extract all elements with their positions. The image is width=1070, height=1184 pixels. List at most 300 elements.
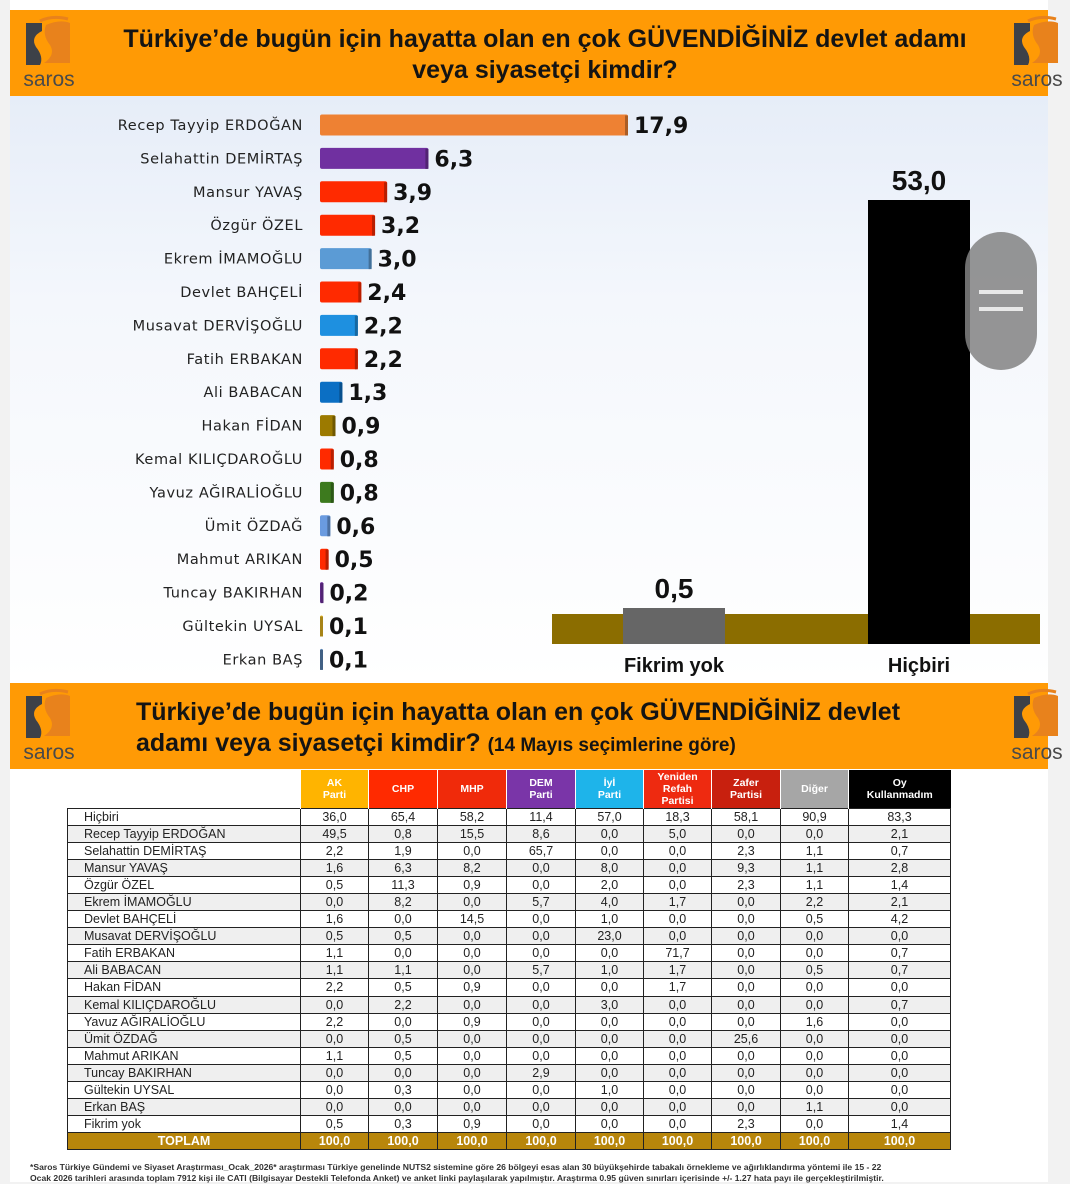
table-row (68, 979, 951, 996)
bar-side-shade (358, 283, 361, 303)
table-cell: 1,1 (781, 1099, 849, 1116)
table-cell: 0,0 (507, 996, 576, 1013)
bar (868, 200, 970, 644)
handle-grip-line (979, 307, 1023, 311)
table-row-label: Kemal KILIÇDAROĞLU (68, 996, 301, 1013)
table-cell: 0,0 (369, 1099, 438, 1116)
table-cell: 0,0 (712, 1082, 781, 1099)
table-cell: 0,0 (438, 962, 507, 979)
bar-category-label: Fikrim yok (623, 655, 725, 677)
bar-side-shade (425, 149, 428, 169)
bar-value-label: 0,1 (329, 615, 368, 640)
table-cell: 1,1 (781, 842, 849, 859)
table-column-header-line: AK (326, 776, 343, 789)
table-cell: 0,5 (369, 1030, 438, 1047)
table-cell: 0,7 (849, 842, 951, 859)
table-cell: 11,3 (369, 876, 438, 893)
table-column-header (301, 770, 369, 808)
table-column-header-line: Diğer (801, 782, 828, 795)
table-cell: 0,0 (712, 996, 781, 1013)
table-column-header-line: Refah (662, 782, 693, 795)
table-cell: 0,9 (438, 1116, 507, 1133)
table-cell: 0,0 (781, 1116, 849, 1133)
table-cell: 0,0 (712, 1013, 781, 1030)
chart-area (10, 96, 1048, 683)
bar-side-shade (372, 216, 375, 236)
table-cell: 0,0 (849, 1013, 951, 1030)
table-total-cell: 100,0 (644, 1133, 712, 1150)
table-column-header-line: MHP (460, 782, 484, 795)
table-row (68, 1013, 951, 1030)
table-cell: 2,9 (507, 1064, 576, 1081)
table-cell: 49,5 (301, 825, 369, 842)
table-cell: 0,0 (507, 911, 576, 928)
bar (320, 181, 387, 202)
table-cell: 0,0 (644, 876, 712, 893)
bar-side-shade (320, 583, 323, 603)
table-cell: 0,9 (438, 876, 507, 893)
table-cell: 2,2 (301, 979, 369, 996)
table-cell: 0,0 (781, 928, 849, 945)
table-cell: 36,0 (301, 808, 369, 825)
table-cell: 0,0 (644, 911, 712, 928)
chart-title-line-2: veya siyasetçi kimdir? (412, 56, 678, 84)
table-banner (10, 683, 1063, 769)
table-cell: 5,0 (644, 825, 712, 842)
table-row (68, 1064, 951, 1081)
table-cell: 0,0 (849, 928, 951, 945)
table-column-header (369, 770, 438, 808)
table-cell: 0,0 (438, 842, 507, 859)
table-cell: 0,0 (644, 928, 712, 945)
table-title-line-1: Türkiye’de bugün için hayatta olan en çok GÜVENDİĞİNİZ devlet (136, 698, 901, 726)
table-row (68, 876, 951, 893)
bar-category-label: Gültekin UYSAL (182, 619, 303, 635)
table-cell: 0,0 (438, 1099, 507, 1116)
table-cell: 8,0 (576, 859, 644, 876)
table-cell: 0,0 (301, 996, 369, 1013)
table-column-header (644, 770, 712, 808)
table-row-label: Fikrim yok (68, 1116, 301, 1133)
saros-logo-icon (1010, 690, 1060, 740)
table-cell: 1,7 (644, 893, 712, 910)
table-row (68, 928, 951, 945)
table-cell: 1,0 (576, 962, 644, 979)
table-row (68, 996, 951, 1013)
table-cell: 0,3 (369, 1082, 438, 1099)
bar-side-shade (339, 383, 342, 403)
table-cell: 2,2 (781, 893, 849, 910)
bar-value-label: 0,5 (334, 548, 374, 574)
bar (320, 115, 628, 136)
table-cell: 0,7 (849, 996, 951, 1013)
table-cell: 1,6 (781, 1013, 849, 1030)
table-cell: 0,0 (849, 1082, 951, 1099)
bar (320, 148, 428, 169)
table-cell: 1,1 (781, 876, 849, 893)
bar-category-label: Mansur YAVAŞ (193, 184, 303, 201)
table-cell: 0,0 (301, 1099, 369, 1116)
table-cell: 2,2 (301, 842, 369, 859)
table-cell: 0,0 (849, 1064, 951, 1081)
table-cell: 0,0 (781, 1047, 849, 1064)
saros-logo-text: saros (23, 741, 75, 764)
table-cell: 0,5 (301, 928, 369, 945)
table-column-header-line: Zafer (733, 776, 759, 789)
table-cell: 0,7 (849, 945, 951, 962)
bar (320, 248, 372, 269)
table-row (68, 1099, 951, 1116)
table-cell: 15,5 (438, 825, 507, 842)
table-cell: 0,0 (507, 1013, 576, 1030)
table-cell: 0,0 (849, 1030, 951, 1047)
bar-category-label: Musavat DERVİŞOĞLU (132, 318, 303, 335)
bar-category-label: Devlet BAHÇELİ (180, 285, 303, 301)
table-cell: 0,0 (438, 1082, 507, 1099)
table-total-cell: 100,0 (438, 1133, 507, 1150)
bar-value-label: 2,2 (363, 347, 403, 373)
bar-value-label: 0,2 (329, 581, 369, 607)
table-column-header-line: Oy (892, 776, 907, 789)
table-row-label: Fatih ERBAKAN (68, 945, 301, 962)
table-cell: 71,7 (644, 945, 712, 962)
table-cell: 58,2 (438, 808, 507, 825)
table-cell: 1,9 (369, 842, 438, 859)
table-column-header-line: İyİ (603, 776, 616, 789)
table-row-label: Mahmut ARIKAN (68, 1047, 301, 1064)
bar-side-shade (320, 617, 323, 637)
table-row-label: Musavat DERVİŞOĞLU (68, 928, 301, 945)
bar-category-label: Kemal KILIÇDAROĞLU (135, 452, 303, 468)
table-cell: 2,0 (576, 876, 644, 893)
table-column-header-line: CHP (391, 782, 415, 795)
table-cell: 57,0 (576, 808, 644, 825)
table-total-cell: 100,0 (712, 1133, 781, 1150)
table-cell: 1,6 (301, 859, 369, 876)
table-row-label: Ekrem İMAMOĞLU (68, 893, 301, 910)
table-cell: 1,1 (369, 962, 438, 979)
table-cell: 0,5 (369, 928, 438, 945)
saros-logo-icon (1010, 17, 1060, 67)
table-total-cell: 100,0 (507, 1133, 576, 1150)
table-cell: 0,0 (644, 996, 712, 1013)
table-cell: 0,0 (576, 825, 644, 842)
table-cell: 9,3 (712, 859, 781, 876)
bar-side-shade (320, 650, 323, 670)
table-column-header-line: Parti (322, 788, 347, 801)
bar-category-label: Recep Tayyip ERDOĞAN (117, 118, 303, 134)
saros-logo-right (1004, 13, 1070, 93)
table-cell: 0,0 (712, 911, 781, 928)
table-title-line-2 (136, 728, 1006, 761)
table-cell: 0,5 (301, 876, 369, 893)
bar-category-label: Mahmut ARIKAN (176, 552, 303, 569)
table-column-header-line: Partisi (661, 794, 694, 807)
bar-category-label: Erkan BAŞ (222, 652, 303, 669)
table-row (68, 842, 951, 859)
table-cell: 0,0 (576, 1047, 644, 1064)
top-banner (10, 10, 1063, 96)
table-cell: 0,0 (849, 1099, 951, 1116)
table-cell: 0,0 (576, 1030, 644, 1047)
table-row-label: Özgür ÖZEL (68, 876, 301, 893)
table-cell: 1,4 (849, 876, 951, 893)
bar-side-shade (331, 483, 334, 503)
table-cell: 2,2 (301, 1013, 369, 1030)
table-cell: 0,0 (438, 945, 507, 962)
table-cell: 0,0 (644, 1116, 712, 1133)
bar (320, 282, 361, 303)
table-cell: 0,0 (644, 1064, 712, 1081)
table-cell: 0,7 (849, 962, 951, 979)
footnote-line-2: Ocak 2026 tarihleri arasında toplam 7912 kişi ile CATI (Bilgisayar Destekli Telefonda Anket) ve anket linki paylaşılarak yapılmıştır. Araştırma 0.95 güven sınırları içerisinde +/- 1.27 hata payı ile gerçekleştirilmiştir. (30, 1173, 884, 1183)
handle-grip-line (979, 290, 1023, 294)
table-column-header-line: Parti (529, 788, 553, 801)
table-cell: 2,2 (369, 996, 438, 1013)
table-cell: 5,7 (507, 893, 576, 910)
bar-category-label: Özgür ÖZEL (210, 218, 303, 235)
table-column-header (781, 770, 849, 808)
table-title-main: adamı veya siyasetçi kimdir? (136, 729, 481, 757)
table-row (68, 1082, 951, 1099)
table-cell: 23,0 (576, 928, 644, 945)
table-cell: 0,0 (576, 1099, 644, 1116)
table-cell: 1,1 (301, 962, 369, 979)
table-cell: 1,0 (576, 911, 644, 928)
table-row (68, 825, 951, 842)
saros-logo-left (16, 686, 82, 766)
bar-value-label: 1,3 (348, 381, 388, 407)
table-row-label: Mansur YAVAŞ (68, 859, 301, 876)
bar-category-label: Ümit ÖZDAĞ (204, 518, 303, 535)
table-cell: 25,6 (712, 1030, 781, 1047)
table-cell: 0,5 (781, 911, 849, 928)
bar-category-label: Yavuz AĞIRALİOĞLU (149, 485, 303, 502)
bar-value-label: 0,8 (339, 481, 379, 507)
table-cell: 4,2 (849, 911, 951, 928)
table-column-header-line: DEM (529, 776, 553, 789)
table-title (136, 697, 1006, 761)
table-cell: 58,1 (712, 808, 781, 825)
table-cell: 2,8 (849, 859, 951, 876)
table-cell: 0,0 (712, 1047, 781, 1064)
bar-value-label: 0,8 (339, 448, 379, 473)
table-cell: 0,0 (301, 1064, 369, 1081)
table-cell: 0,0 (644, 1030, 712, 1047)
table-cell: 0,0 (576, 1064, 644, 1081)
bar (320, 215, 375, 236)
table-cell: 0,8 (369, 825, 438, 842)
table-cell: 1,0 (576, 1082, 644, 1099)
bar (320, 315, 358, 336)
table-cell: 0,0 (301, 1030, 369, 1047)
table-cell: 0,0 (438, 1064, 507, 1081)
table-cell: 0,0 (781, 825, 849, 842)
bar-side-shade (625, 116, 628, 136)
table-row (68, 911, 951, 928)
table-column-header-line: Kullanmadım (866, 788, 933, 801)
chart-title-line-1: Türkiye’de bugün için hayatta olan en çok GÜVENDİĞİNİZ devlet adamı (123, 25, 967, 53)
table-row-label: Hakan FİDAN (68, 979, 301, 996)
table-column-header (438, 770, 507, 808)
table-cell: 1,7 (644, 962, 712, 979)
table-cell: 0,0 (369, 911, 438, 928)
table-column-header-line: Yeniden (657, 770, 698, 783)
table-cell: 0,0 (644, 842, 712, 859)
table-row-label: Selahattin DEMİRTAŞ (68, 842, 301, 859)
table-title-suffix: (14 Mayıs seçimlerine göre) (487, 735, 736, 756)
table-row (68, 962, 951, 979)
table-cell: 2,1 (849, 825, 951, 842)
table-cell: 0,3 (369, 1116, 438, 1133)
bar-value-label: 0,1 (329, 648, 368, 674)
table-cell: 0,0 (369, 1064, 438, 1081)
bar-category-label: Hakan FİDAN (201, 418, 303, 435)
table-cell: 2,3 (712, 876, 781, 893)
bar (623, 608, 725, 644)
bar-value-label: 0,5 (654, 573, 694, 604)
table-row (68, 1116, 951, 1133)
footnote-line-1: *Saros Türkiye Gündemi ve Siyaset Araştırması_Ocak_2026* araştırması Türkiye genelinde NUTS2 sistemine göre 26 bölgeyi esas alan 30 büyükşehirde tabakalı örnekleme ve ağırlıklandırma yöntemi ile 15 - 22 (30, 1162, 882, 1172)
table-cell: 0,0 (507, 979, 576, 996)
table-cell: 5,7 (507, 962, 576, 979)
saros-logo-text: saros (1011, 68, 1063, 91)
table-cell: 11,4 (507, 808, 576, 825)
table-total-cell: 100,0 (369, 1133, 438, 1150)
table-cell: 8,2 (438, 859, 507, 876)
scroll-handle-icon[interactable] (965, 232, 1037, 370)
bar-side-shade (332, 416, 335, 436)
table-cell: 0,0 (849, 1047, 951, 1064)
table-column-header (576, 770, 644, 808)
saros-logo-text: saros (1011, 741, 1063, 764)
bar (320, 382, 342, 403)
table-cell: 0,0 (576, 1116, 644, 1133)
table-row-label: Ümit ÖZDAĞ (68, 1030, 301, 1047)
table-cell: 0,0 (369, 945, 438, 962)
table-cell: 18,3 (644, 808, 712, 825)
table-cell: 0,0 (712, 893, 781, 910)
table-column-header (849, 770, 951, 808)
table-row (68, 945, 951, 962)
table-row-label: Yavuz AĞIRALİOĞLU (68, 1013, 301, 1030)
crosstab-table (67, 770, 951, 1150)
table-cell: 65,7 (507, 842, 576, 859)
bar-category-label: Ali BABACAN (203, 385, 303, 402)
table-cell: 0,0 (507, 1082, 576, 1099)
table-cell: 0,0 (576, 979, 644, 996)
horizontal-bar-series (118, 114, 689, 673)
bar-value-label: 6,3 (434, 147, 474, 173)
table-cell: 1,4 (849, 1116, 951, 1133)
table-cell: 0,0 (781, 996, 849, 1013)
table-column-header-line: Parti (597, 788, 622, 801)
table-cell: 2,3 (712, 842, 781, 859)
table-cell: 0,5 (369, 1047, 438, 1064)
table-column-header-line: Partisi (729, 788, 763, 801)
table-cell: 0,0 (644, 859, 712, 876)
table-cell: 0,0 (712, 979, 781, 996)
table-cell: 8,2 (369, 893, 438, 910)
table-cell: 0,0 (781, 945, 849, 962)
saros-logo-left (16, 13, 82, 93)
bar-side-shade (369, 249, 372, 269)
bar (320, 348, 358, 369)
table-cell: 0,0 (712, 825, 781, 842)
table-cell: 0,0 (438, 928, 507, 945)
table-cell: 0,0 (507, 1099, 576, 1116)
table-cell: 3,0 (576, 996, 644, 1013)
bar-chart (10, 96, 1048, 683)
table-column-header (712, 770, 781, 808)
table-cell: 0,0 (507, 928, 576, 945)
table-cell: 0,0 (301, 1082, 369, 1099)
table-row-label: Tuncay BAKIRHAN (68, 1064, 301, 1081)
table-cell: 0,0 (781, 1082, 849, 1099)
saros-logo-text: saros (23, 68, 75, 91)
bar-category-label: Tuncay BAKIRHAN (163, 585, 303, 602)
bar-value-label: 2,2 (363, 314, 403, 340)
crosstab-area (10, 769, 1048, 1162)
table-total-cell: 100,0 (849, 1133, 951, 1150)
table-row-label: Devlet BAHÇELİ (68, 911, 301, 928)
table-cell: 83,3 (849, 808, 951, 825)
table-cell: 0,9 (438, 1013, 507, 1030)
table-cell: 0,0 (507, 859, 576, 876)
table-cell: 0,0 (712, 1064, 781, 1081)
bar-value-label: 0,6 (336, 514, 376, 540)
bar-category-label: Ekrem İMAMOĞLU (163, 251, 303, 268)
table-cell: 0,0 (781, 1030, 849, 1047)
table-row-label: Erkan BAŞ (68, 1099, 301, 1116)
table-row (68, 1047, 951, 1064)
saros-logo-right (1004, 686, 1070, 766)
table-cell: 0,5 (369, 979, 438, 996)
table-cell: 0,0 (438, 893, 507, 910)
bar-side-shade (326, 550, 329, 570)
table-total-row (68, 1133, 951, 1150)
bar-value-label: 17,9 (634, 114, 689, 139)
table-cell: 0,0 (438, 996, 507, 1013)
table-total-cell: 100,0 (576, 1133, 644, 1150)
table-cell: 1,7 (644, 979, 712, 996)
table-cell: 0,0 (644, 1099, 712, 1116)
bar-category-label: Fatih ERBAKAN (186, 351, 303, 368)
table-cell: 0,0 (712, 928, 781, 945)
bar-side-shade (327, 516, 330, 536)
footnote (30, 1162, 1030, 1184)
table-cell: 0,0 (576, 842, 644, 859)
bar-value-label: 3,9 (393, 180, 433, 206)
table-total-label: TOPLAM (68, 1133, 301, 1150)
table-cell: 0,0 (644, 1082, 712, 1099)
table-row (68, 1030, 951, 1047)
table-cell: 0,0 (438, 1030, 507, 1047)
bar-value-label: 53,0 (891, 165, 947, 196)
bar-value-label: 3,2 (381, 214, 421, 240)
bar-side-shade (384, 182, 387, 202)
bar-side-shade (331, 450, 334, 470)
table-cell: 90,9 (781, 808, 849, 825)
table-cell: 0,0 (507, 1116, 576, 1133)
saros-logo-icon (22, 17, 72, 67)
table-cell: 0,0 (576, 1013, 644, 1030)
table-row-label: Recep Tayyip ERDOĞAN (68, 825, 301, 842)
chart-title (80, 24, 1010, 86)
table-cell: 2,3 (712, 1116, 781, 1133)
table-cell: 1,1 (301, 945, 369, 962)
bar-value-label: 3,0 (377, 247, 417, 273)
